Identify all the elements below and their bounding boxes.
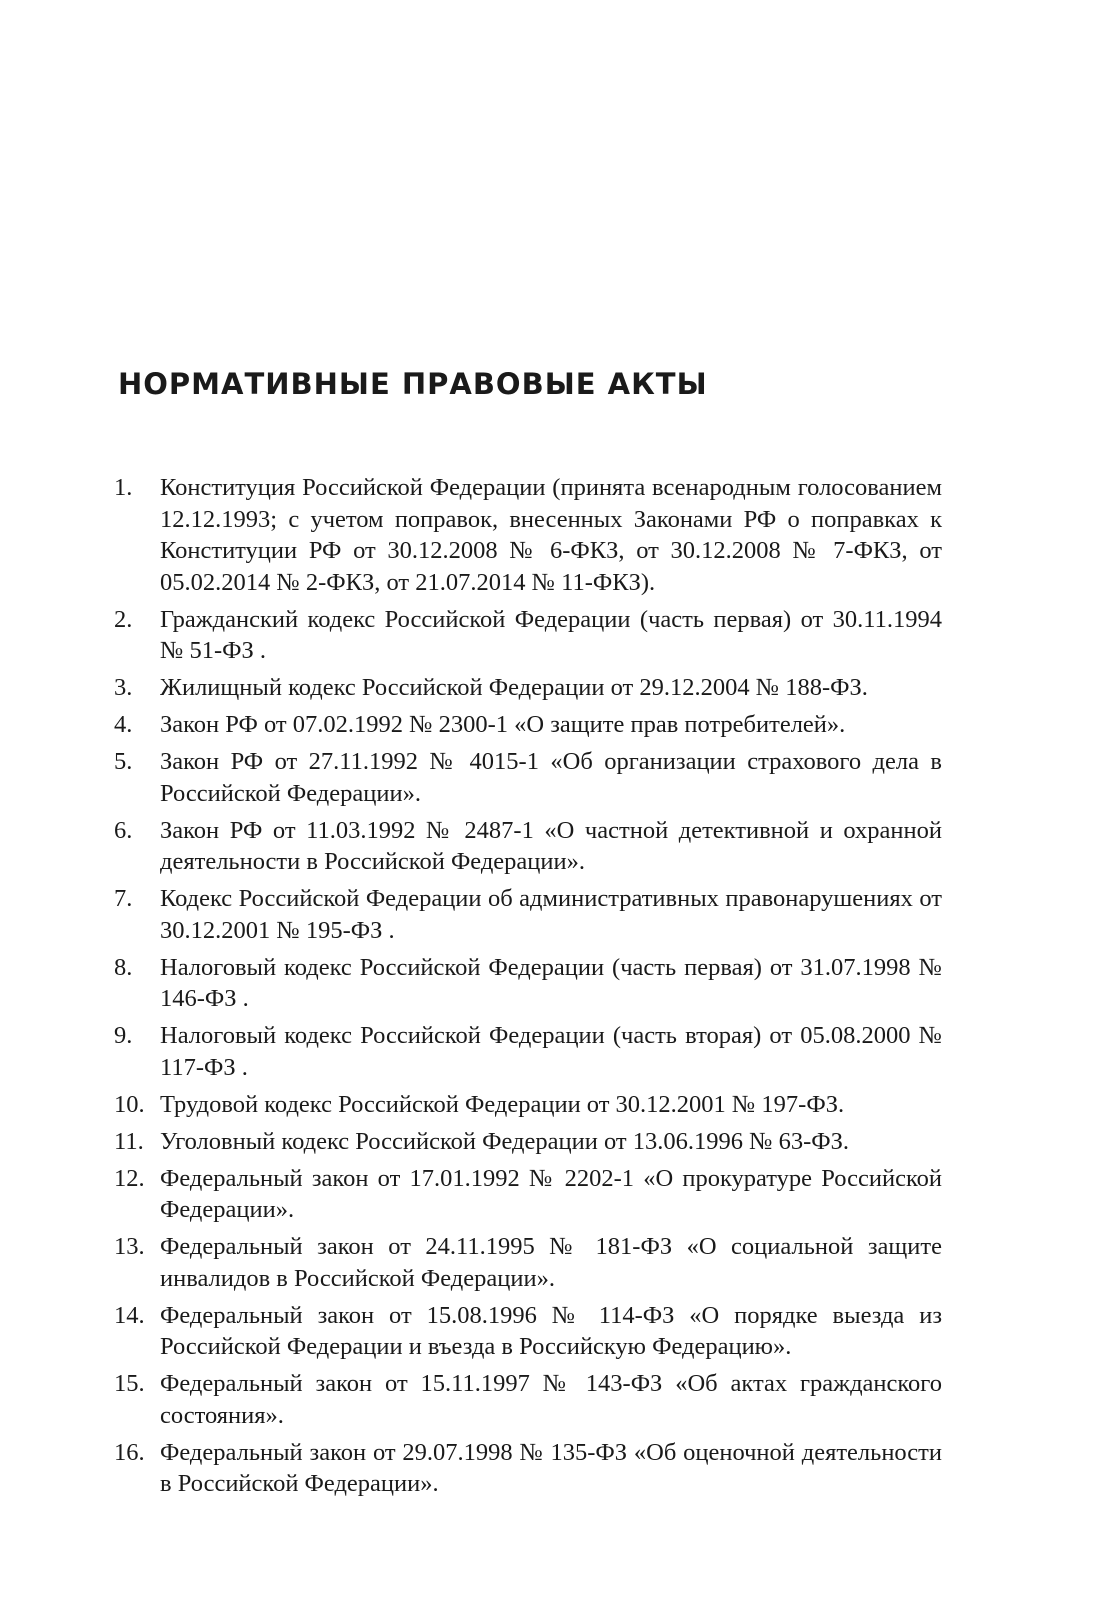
list-item bbox=[114, 604, 942, 667]
item-number: 5. bbox=[114, 748, 133, 775]
list-item bbox=[114, 883, 942, 946]
item-number: 14. bbox=[114, 1301, 145, 1329]
item-text: Закон РФ от 07.02.1992 № 2300-1 «О защите прав потребителей». bbox=[160, 711, 846, 738]
item-text: Жилищный кодекс Российской Федерации от 29.12.2004 № 188-ФЗ. bbox=[160, 674, 868, 701]
item-number: 12. bbox=[114, 1164, 145, 1192]
item-number: 15. bbox=[114, 1370, 145, 1397]
list-item bbox=[114, 1300, 942, 1363]
item-text: Закон РФ от 27.11.1992 № 4015-1 «Об организации страхового дела в Российской Федерации». bbox=[160, 748, 942, 807]
item-text: Налоговый кодекс Российской Федерации (часть вторая) от 05.08.2000 № 117-ФЗ . bbox=[160, 1022, 942, 1081]
legal-acts-list bbox=[114, 472, 942, 1505]
item-text: Налоговый кодекс Российской Федерации (часть первая) от 31.07.1998 № 146-ФЗ . bbox=[160, 953, 942, 1012]
list-item bbox=[114, 1231, 942, 1294]
list-item bbox=[114, 672, 942, 704]
item-text: Федеральный закон от 17.01.1992 № 2202-1 «О прокуратуре Российской Федерации». bbox=[160, 1164, 942, 1223]
item-number: 8. bbox=[114, 953, 133, 981]
item-number: 2. bbox=[114, 605, 133, 633]
item-text: Закон РФ от 11.03.1992 № 2487-1 «О частной детективной и охранной деятельности в Российской Федерации». bbox=[160, 816, 942, 875]
item-text: Трудовой кодекс Российской Федерации от 30.12.2001 № 197-ФЗ. bbox=[160, 1090, 845, 1118]
item-text: Уголовный кодекс Российской Федерации от 13.06.1996 № 63-ФЗ. bbox=[160, 1127, 849, 1155]
item-number: 6. bbox=[114, 816, 133, 844]
item-number: 10. bbox=[114, 1090, 145, 1118]
item-text: Федеральный закон от 24.11.1995 № 181-ФЗ «О социальной защите инвалидов в Российской Федерации». bbox=[160, 1233, 942, 1292]
item-text: Федеральный закон от 15.11.1997 № 143-ФЗ «Об актах гражданского состояния». bbox=[160, 1370, 942, 1429]
list-item bbox=[114, 815, 942, 878]
item-text: Кодекс Российской Федерации об административных правонарушениях от 30.12.2001 № 195-ФЗ . bbox=[160, 885, 942, 944]
item-text: Федеральный закон от 29.07.1998 № 135-ФЗ «Об оценочной деятельности в Российской Федерации». bbox=[160, 1438, 942, 1497]
item-number: 7. bbox=[114, 885, 133, 912]
item-number: 4. bbox=[114, 711, 133, 738]
list-item bbox=[114, 472, 942, 598]
list-item bbox=[114, 1126, 942, 1158]
item-number: 16. bbox=[114, 1438, 145, 1466]
item-text: Конституция Российской Федерации (принята всенародным голосованием 12.12.1993; с учетом поправок, внесенных Законами РФ о поправках к Конституции РФ от 30.12.2008 № 6-ФКЗ, от 30.12.2008 № 7-ФКЗ, от 05.02.2014 № 2-ФКЗ, от 21.07.2014 № 11-ФКЗ). bbox=[160, 474, 942, 596]
section-heading: НОРМАТИВНЫЕ ПРАВОВЫЕ АКТЫ bbox=[118, 367, 708, 401]
item-text: Федеральный закон от 15.08.1996 № 114-ФЗ «О порядке выезда из Российской Федерации и въезда в Российскую Федерацию». bbox=[160, 1301, 942, 1360]
list-item bbox=[114, 1437, 942, 1500]
list-item bbox=[114, 1163, 942, 1226]
item-text: Гражданский кодекс Российской Федерации (часть первая) от 30.11.1994 № 51-ФЗ . bbox=[160, 605, 942, 664]
list-item bbox=[114, 1089, 942, 1121]
item-number: 9. bbox=[114, 1022, 133, 1049]
item-number: 13. bbox=[114, 1233, 145, 1260]
list-item bbox=[114, 1020, 942, 1083]
item-number: 1. bbox=[114, 474, 133, 501]
list-item bbox=[114, 952, 942, 1015]
list-item bbox=[114, 1368, 942, 1431]
list-item bbox=[114, 709, 942, 741]
item-number: 3. bbox=[114, 674, 133, 701]
list-item bbox=[114, 746, 942, 809]
item-number: 11. bbox=[114, 1127, 144, 1155]
